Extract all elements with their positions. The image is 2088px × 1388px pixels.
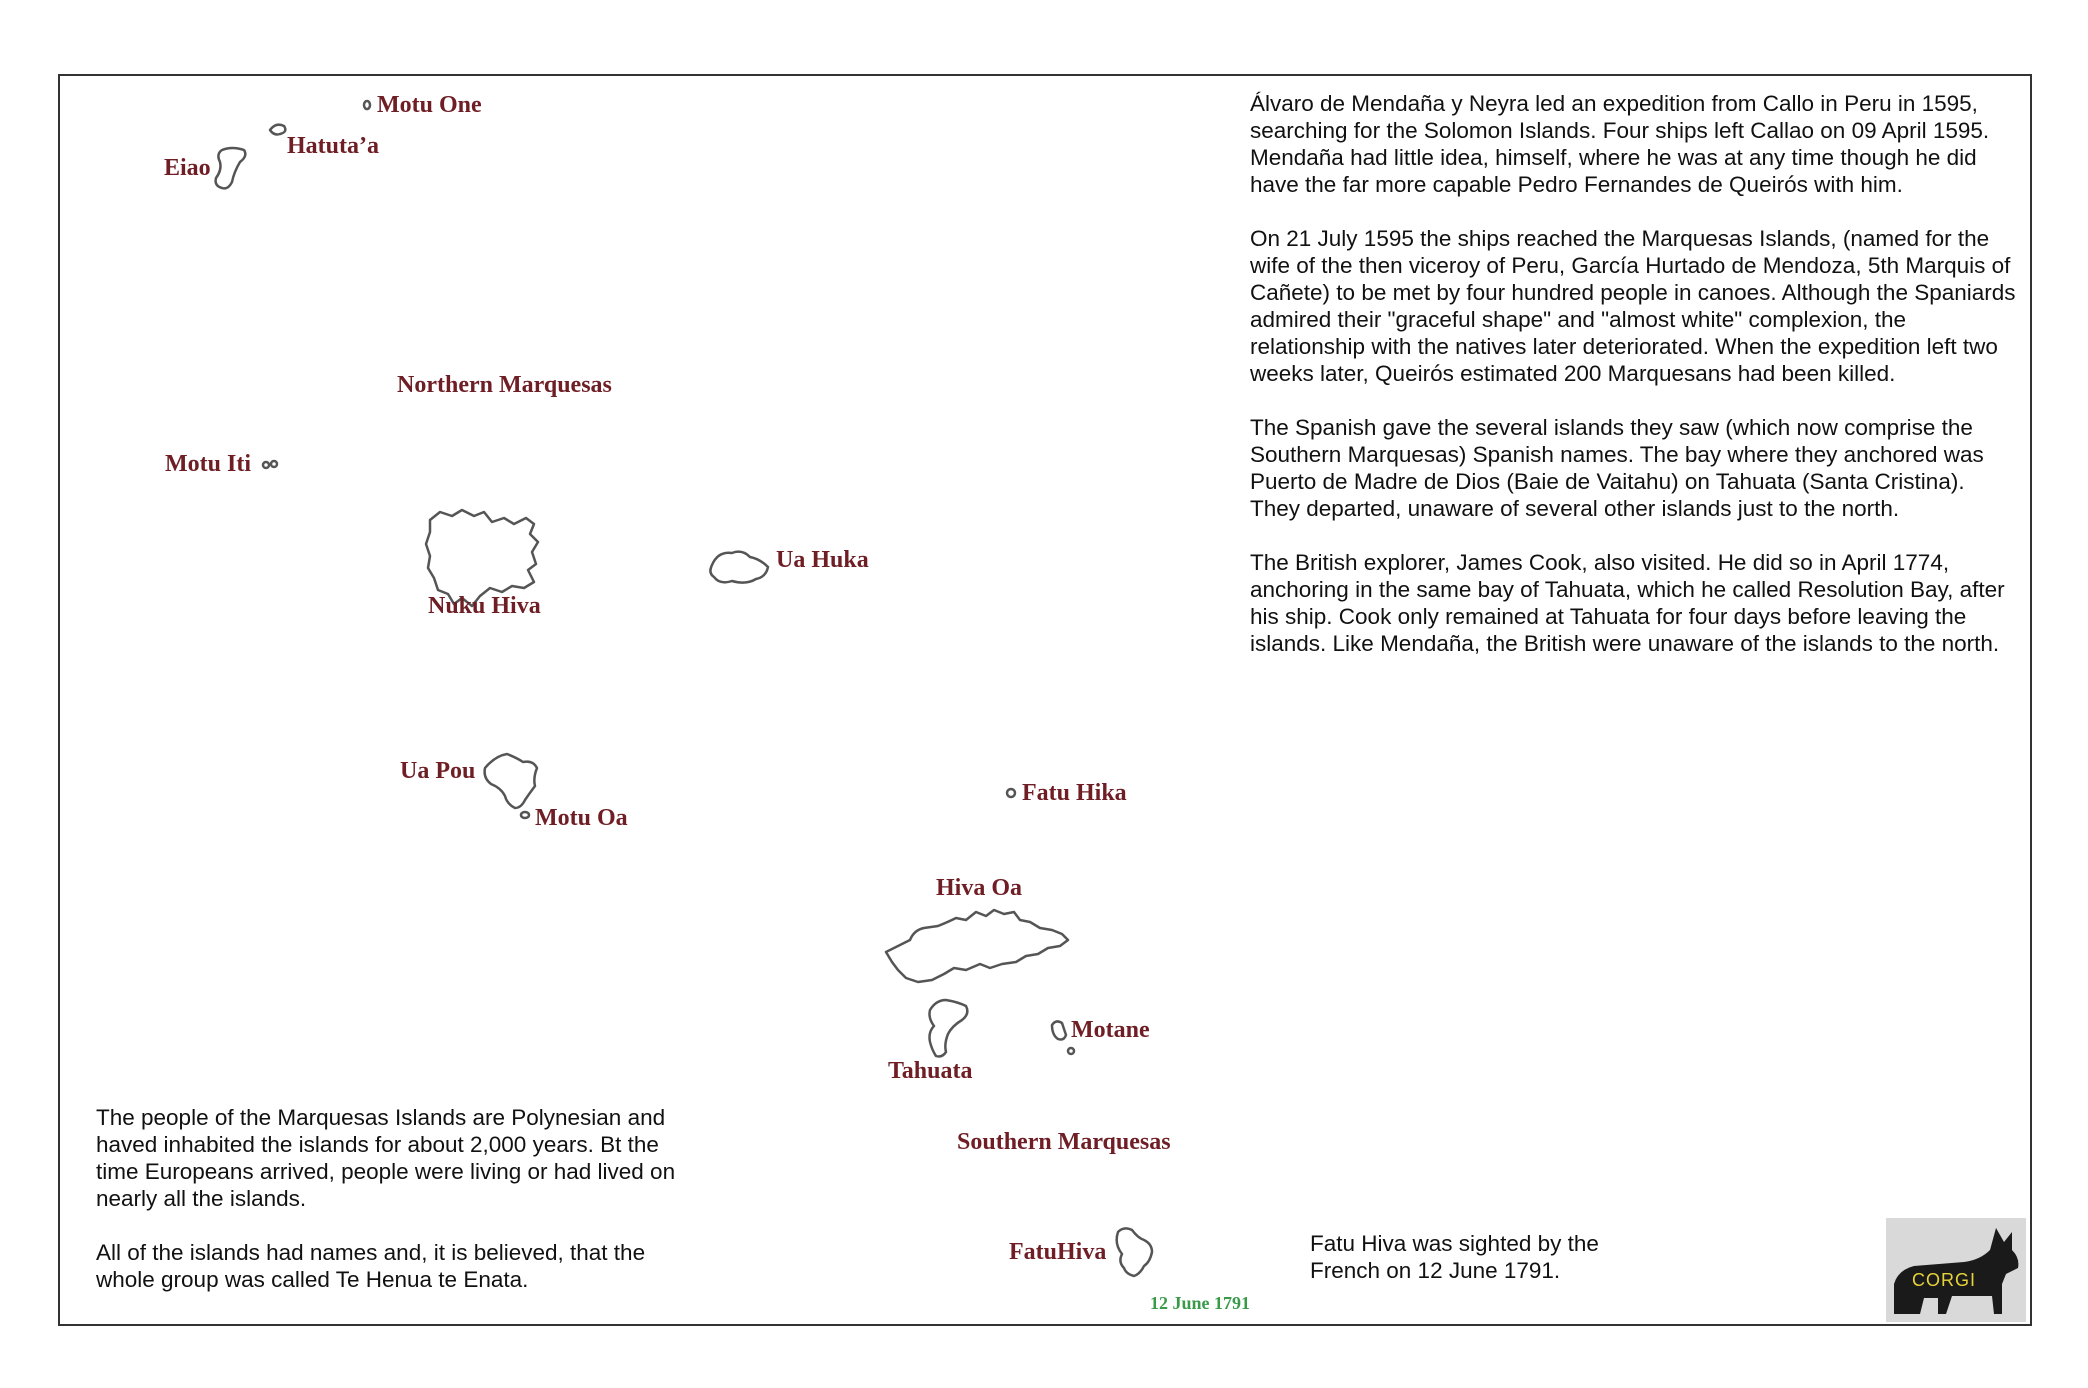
island-motane (1052, 1021, 1066, 1039)
island-motu-iti-a (263, 462, 269, 468)
label-motu-oa: Motu Oa (535, 805, 628, 831)
island-motu-iti-b (271, 461, 277, 467)
label-hatutaa: Hatuta’a (287, 133, 379, 159)
label-nuku-hiva: Nuku Hiva (428, 593, 541, 619)
island-eiao (216, 148, 246, 188)
island-motu-one (364, 101, 370, 109)
logo-text: CORGI (1912, 1270, 1977, 1290)
island-tahuata (930, 1000, 968, 1057)
label-southern-marquesas: Southern Marquesas (957, 1129, 1171, 1155)
people-text-block (96, 1104, 696, 1320)
island-motane-islet (1068, 1048, 1074, 1054)
history-paragraph: On 21 July 1595 the ships reached the Marquesas Islands, (named for the wife of the then viceroy of Peru, García Hurtado de Mendoza, 5th Marquis of Cañete) to be met by four hundred people in canoes. Although the Spaniards admired their "graceful shape" and "almost white" complexion, the relationship with the natives later deteriorated. When the expedition left two weeks later, Queirós estimated 200 Marquesans had been killed. (1250, 226, 2016, 386)
history-paragraph: The British explorer, James Cook, also visited. He did so in April 1774, anchoring in the same bay of Tahuata, which he called Resolution Bay, after his ship. Cook only remained at Tahuata for four days before leaving the islands. Like Mendaña, the British were unaware of the islands to the north. (1250, 550, 2005, 656)
label-motu-iti: Motu Iti (165, 451, 251, 477)
corgi-logo (1886, 1218, 2026, 1322)
history-text-block (1250, 90, 2020, 684)
island-motu-oa (521, 812, 529, 818)
label-motu-one: Motu One (377, 92, 482, 118)
history-paragraph: Álvaro de Mendaña y Neyra led an expedition from Callo in Peru in 1595, searching for the Solomon Islands. Four ships left Callao on 09 April 1595. Mendaña had little idea, himself, where he was at any time though he did have the far more capable Pedro Fernandes de Queirós with him. (1250, 91, 1990, 197)
history-paragraph: The Spanish gave the several islands they saw (which now comprise the Southern Marquesas) Spanish names. The bay where they anchored was Puerto de Madre de Dios (Baie de Vaitahu) on Tahuata (Santa Cristina). They departed, unaware of several other islands just to the north. (1250, 415, 1984, 521)
island-fatu-hiva (1117, 1228, 1152, 1276)
island-ua-pou (485, 754, 537, 808)
label-fatuhiva: FatuHiva (1009, 1239, 1107, 1265)
island-nuku-hiva (426, 510, 538, 606)
fatuhiva-note: Fatu Hiva was sighted by the French on 12 June 1791. (1310, 1231, 1599, 1283)
label-motane: Motane (1071, 1017, 1150, 1043)
island-ua-huka (710, 552, 768, 583)
label-hiva-oa: Hiva Oa (936, 875, 1023, 901)
label-ua-huka: Ua Huka (776, 547, 869, 573)
people-paragraph: All of the islands had names and, it is believed, that the whole group was called Te Henua te Enata. (96, 1240, 646, 1292)
label-northern-marquesas: Northern Marquesas (397, 372, 612, 398)
people-paragraph: The people of the Marquesas Islands are Polynesian and haved inhabited the islands for about 2,000 years. Bt the time Europeans arrived, people were living or had lived on nearly all the islands. (96, 1105, 676, 1211)
label-ua-pou: Ua Pou (400, 758, 476, 784)
island-hiva-oa (886, 910, 1068, 982)
label-fatu-hika: Fatu Hika (1022, 780, 1127, 806)
island-fatu-hika (1007, 789, 1015, 797)
label-eiao: Eiao (164, 155, 211, 181)
island-hatutaa (270, 125, 285, 135)
fatuhiva-date: 12 June 1791 (1150, 1293, 1251, 1313)
label-tahuata: Tahuata (888, 1058, 973, 1084)
